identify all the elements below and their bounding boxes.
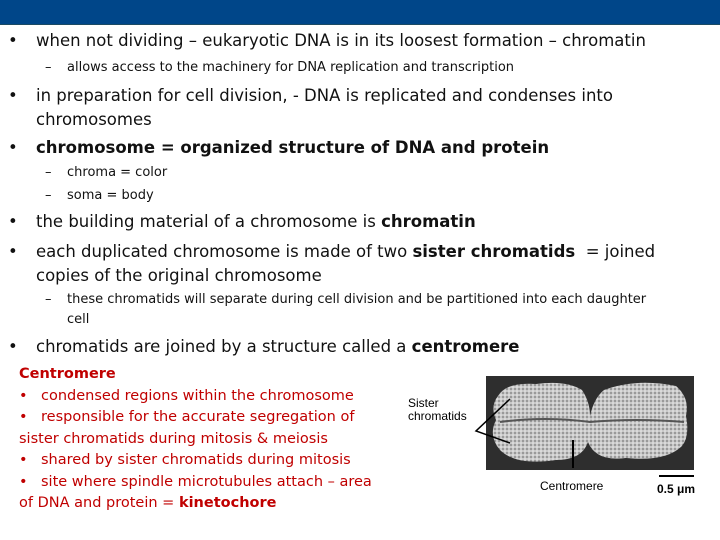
bullet-text: chromosomes bbox=[36, 110, 152, 129]
pointer-lines bbox=[474, 395, 514, 445]
bold-term: chromatin bbox=[381, 212, 476, 231]
centromere-box: Centromere • condensed regions within the chromosome • responsible for the accurate segregation of sister chromatids during mitosis & meiosis • shared by sister chromatids during mitosis • site where spindle microtubules attach – area of DNA and protein = kinetochore bbox=[19, 366, 372, 511]
chromosome-micrograph bbox=[486, 376, 694, 470]
sister-chromatids-label: Sister chromatids bbox=[408, 396, 467, 423]
sub-bullet-chroma: – chroma = color bbox=[45, 165, 168, 180]
scale-bar bbox=[659, 475, 694, 477]
sub-text: allows access to the machinery for DNA replication and transcription bbox=[67, 60, 515, 75]
bold-term: sister chromatids bbox=[412, 242, 576, 261]
box-item: sister chromatids during mitosis & meiosis bbox=[19, 430, 328, 447]
bold-term: kinetochore bbox=[178, 495, 277, 511]
sub-text: chroma = color bbox=[67, 165, 168, 180]
bullet-text: when not dividing – eukaryotic DNA is in its loosest formation – chromatin bbox=[36, 31, 646, 50]
bullet-text: chromatids are joined by a structure called a bbox=[36, 337, 412, 356]
bullet-text: in preparation for cell division, - DNA is replicated and condenses into bbox=[36, 86, 613, 105]
header-bar bbox=[0, 0, 720, 25]
scale-label: 0.5 μm bbox=[657, 482, 696, 496]
sub-text: soma = body bbox=[67, 188, 154, 203]
box-item: responsible for the accurate segregation of bbox=[41, 409, 355, 425]
sub-bullet-1: – allows access to the machinery for DNA replication and transcription bbox=[45, 60, 515, 75]
centromere-pointer bbox=[572, 440, 574, 468]
box-item: condensed regions within the chromosome bbox=[41, 387, 354, 404]
bullet-6: • chromatids are joined by a structure called a centromere bbox=[8, 337, 520, 356]
bold-term: centromere bbox=[411, 337, 520, 356]
bullet-4: • the building material of a chromosome is chromatin bbox=[8, 212, 476, 231]
sub-text: these chromatids will separate during cell division and be partitioned into each daughter bbox=[67, 292, 647, 307]
sub-bullet-soma: – soma = body bbox=[45, 188, 154, 203]
centromere-label: Centromere bbox=[540, 479, 604, 493]
box-item: of DNA and protein = bbox=[19, 495, 179, 511]
box-title: Centromere bbox=[19, 366, 116, 382]
bullet-1: • when not dividing – eukaryotic DNA is in its loosest formation – chromatin bbox=[8, 31, 646, 50]
chromosome-image bbox=[486, 376, 694, 470]
bullet-text: the building material of a chromosome is bbox=[36, 212, 382, 231]
bullet-text: = joined bbox=[575, 242, 656, 261]
bullet-5: • each duplicated chromosome is made of two sister chromatids = joined copies of the original chromosome bbox=[8, 242, 656, 285]
bullet-text: copies of the original chromosome bbox=[36, 266, 322, 285]
box-item: shared by sister chromatids during mitosis bbox=[41, 452, 351, 468]
sub-text: cell bbox=[67, 312, 90, 327]
bullet-3: • chromosome = organized structure of DNA and protein bbox=[8, 138, 550, 157]
box-item: site where spindle microtubules attach – area bbox=[41, 473, 372, 490]
bullet-text: each duplicated chromosome is made of two bbox=[36, 242, 413, 261]
bullet-2: • in preparation for cell division, - DNA is replicated and condenses into chromosomes bbox=[8, 86, 613, 129]
sub-bullet-2: – these chromatids will separate during cell division and be partitioned into each daughter cell bbox=[45, 292, 647, 327]
bullet-text: chromosome = organized structure of DNA and protein bbox=[36, 138, 550, 157]
